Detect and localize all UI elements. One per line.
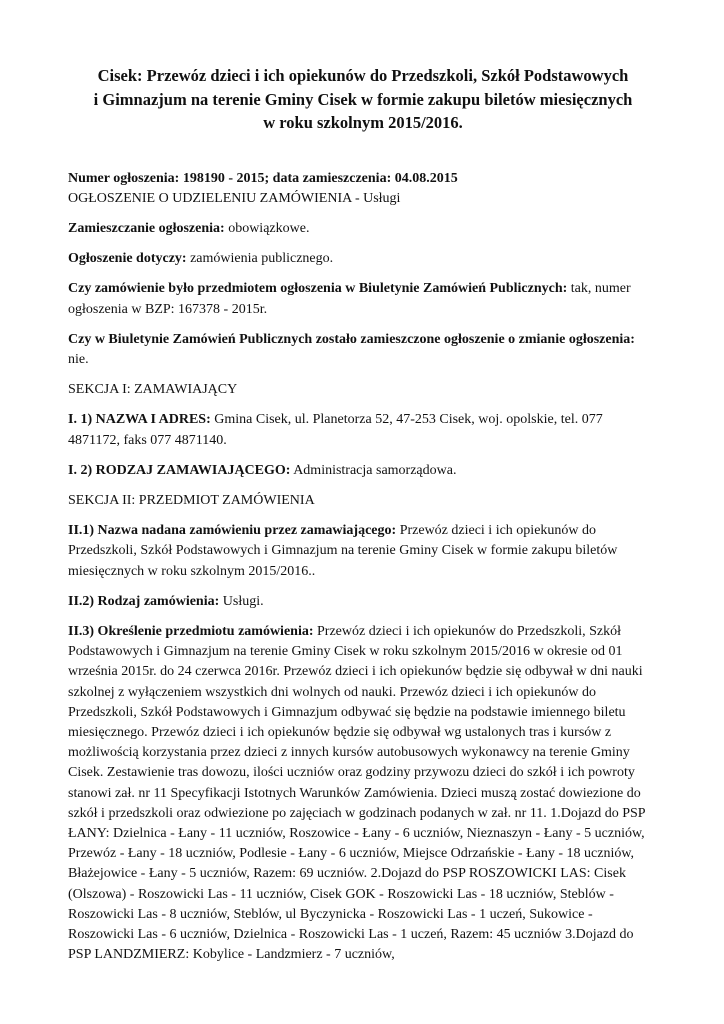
placement-value: obowiązkowe. bbox=[228, 220, 310, 236]
contracting-type-paragraph bbox=[68, 461, 658, 481]
order-name-value: Przewóz dzieci i ich opiekunów do Przedszkoli, Szkół Podstawowych i Gimnazjum na terenie Gminy Cisek w formie zakupu biletów miesięcznych w roku szkolnym 2015/2016.. bbox=[68, 523, 618, 579]
order-name-paragraph bbox=[68, 521, 658, 582]
contracting-type-value: Administracja samorządowa. bbox=[293, 462, 457, 478]
title-line-3: w roku szkolnym 2015/2016. bbox=[263, 113, 463, 132]
document-body bbox=[68, 169, 658, 966]
notice-type: OGŁOSZENIE O UDZIELENIU ZAMÓWIENIA - Usługi bbox=[68, 190, 401, 206]
order-description-value: Przewóz dzieci i ich opiekunów do Przedszkoli, Szkół Podstawowych i Gimnazjum na terenie Gminy Cisek w roku szkolnym 2015/2016 w okresie od 01 września 2015r. do 24 czerwca 2016r. Przewóz dzieci i ich opiekunów będzie się odbywał w dni nauki szkolnej z wyłączeniem wszystkich dni wolnych od nauki. Przewóz dzieci i ich opiekunów do Przedszkoli, Szkół Podstawowych i Gimnazjum odbywać się będzie na podstawie imiennego biletu miesięcznego. Przewóz dzieci i ich opiekunów będzie się odbywał wg ustalonych tras i kursów z możliwością korzystania przez dzieci z innych kursów autobusowych wykonawcy na terenie Gminy Cisek. Zestawienie tras dowozu, ilości uczniów oraz godziny przywozu dzieci do szkół i ich powroty stanowi zał. nr 11 Specyfikacji Istotnych Warunków Zamówienia. Dzieci muszą zostać dowiezione do szkół i przedszkoli oraz odwiezione po zajęciach w godzinach podanych w zał. nr 11. 1.Dojazd do PSP ŁANY: Dzielnica - Łany - 11 uczniów, Roszowice - Łany - 6 uczniów, Nieznaszyn - Łany - 5 uczniów, Przewóz - Łany - 18 uczniów, Podlesie - Łany - 6 uczniów, Miejsce Odrzańskie - Łany - 18 uczniów, Błażejowice - Łany - 5 uczniów, Razem: 69 uczniów. 2.Dojazd do PSP ROSZOWICKI LAS: Cisek (Olszowa) - Roszowicki Las - 11 uczniów, Cisek GOK - Roszowicki Las - 18 uczniów, Steblów - Roszowicki Las - 8 uczniów, Steblów, ul Byczynicka - Roszowicki Las - 1 uczeń, Sukowice - Roszowicki Las - 6 uczniów, Dzielnica - Roszowicki Las - 1 uczeń, Razem: 45 uczniów 3.Dojazd do PSP LANDZMIERZ: Kobylice - Landzmierz - 7 uczniów, bbox=[68, 623, 646, 963]
title-line-1: Cisek: Przewóz dzieci i ich opiekunów do Przedszkoli, Szkół Podstawowych bbox=[97, 66, 629, 85]
notice-header bbox=[68, 169, 658, 209]
bzp-paragraph bbox=[68, 279, 658, 319]
document-page bbox=[68, 64, 658, 975]
placement-label: Zamieszczanie ogłoszenia: bbox=[68, 220, 225, 236]
bzp-value: tak, numer ogłoszenia w BZP: 167378 - 2015r. bbox=[68, 281, 631, 317]
name-address-paragraph bbox=[68, 410, 658, 450]
order-kind-value: Usługi. bbox=[222, 593, 264, 609]
change-label: Czy w Biuletynie Zamówień Publicznych zostało zamieszczone ogłoszenie o zmianie ogłoszenia: bbox=[68, 331, 635, 347]
name-address-value: Gmina Cisek, ul. Planetorza 52, 47-253 Cisek, woj. opolskie, tel. 077 4871172, faks 077 4871140. bbox=[68, 412, 603, 448]
order-name-label: II.1) Nazwa nadana zamówieniu przez zamawiającego: bbox=[68, 523, 397, 539]
notice-number: Numer ogłoszenia: 198190 - 2015; data zamieszczenia: 04.08.2015 bbox=[68, 170, 458, 186]
concerns-value: zamówienia publicznego. bbox=[190, 251, 334, 267]
order-description-paragraph bbox=[68, 622, 658, 965]
section-2-heading: SEKCJA II: PRZEDMIOT ZAMÓWIENIA bbox=[68, 492, 315, 508]
change-paragraph bbox=[68, 330, 658, 370]
order-kind-paragraph bbox=[68, 592, 658, 612]
bzp-label: Czy zamówienie było przedmiotem ogłoszenia w Biuletynie Zamówień Publicznych: bbox=[68, 281, 568, 297]
order-description-label: II.3) Określenie przedmiotu zamówienia: bbox=[68, 623, 314, 639]
title-line-2: i Gimnazjum na terenie Gminy Cisek w formie zakupu biletów miesięcznych bbox=[93, 89, 633, 109]
concerns-label: Ogłoszenie dotyczy: bbox=[68, 251, 187, 267]
order-kind-label: II.2) Rodzaj zamówienia: bbox=[68, 593, 220, 609]
document-title bbox=[68, 64, 658, 135]
concerns-paragraph bbox=[68, 249, 658, 269]
contracting-type-label: I. 2) RODZAJ ZAMAWIAJĄCEGO: bbox=[68, 462, 291, 478]
name-address-label: I. 1) NAZWA I ADRES: bbox=[68, 412, 211, 428]
section-1-heading: SEKCJA I: ZAMAWIAJĄCY bbox=[68, 382, 238, 398]
placement-paragraph bbox=[68, 219, 658, 239]
change-value: nie. bbox=[68, 351, 89, 367]
